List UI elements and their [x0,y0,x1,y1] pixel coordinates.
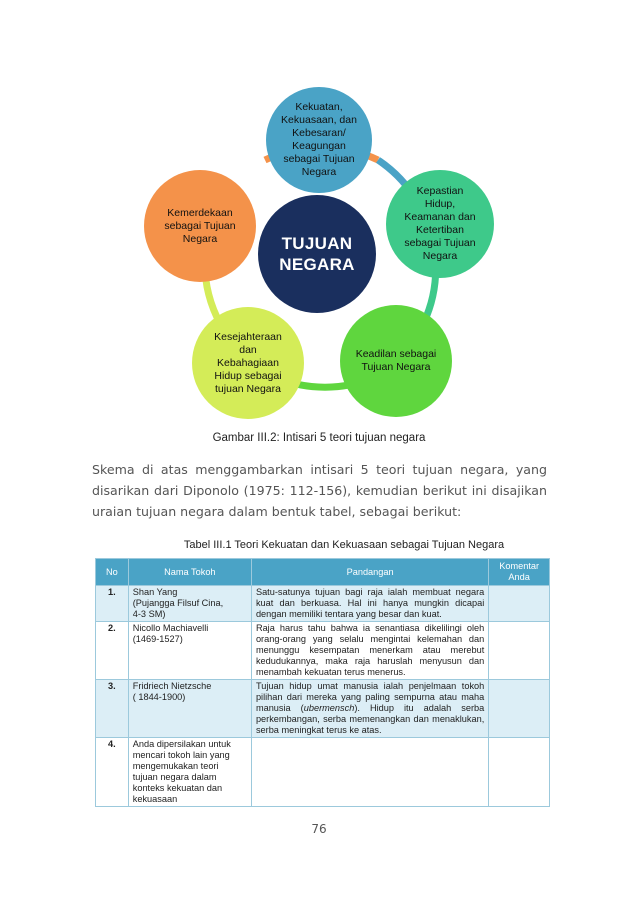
node-kepastian-hidup [386,170,494,278]
table-header-row [96,559,550,586]
row-nama: Anda dipersilakan untuk mencari tokoh lain yang mengemukakan teori tujuan negara dalam konteks kekuatan dan kekuasaan [128,738,251,807]
row-komentar-cell[interactable] [489,738,550,807]
row-komentar-cell[interactable] [489,680,550,738]
header-nama-tokoh: Nama Tokoh [128,559,251,586]
header-no: No [96,559,129,586]
table-row [96,680,550,738]
header-komentar: Komentar Anda [489,559,550,586]
node-kekuatan [266,87,372,193]
pandangan-text-emphasis: ubermensch [303,703,355,713]
row-pandangan-cell[interactable] [251,738,488,807]
row-komentar-cell[interactable] [489,586,550,622]
body-paragraph: Skema di atas menggambarkan intisari 5 teori tujuan negara, yang disarikan dari Diponolo (1975: 112-156), kemudian berikut ini disajikan uraian tujuan negara dalam bentuk tabel, sebagai berikut: [92,462,547,519]
row-no: 3. [96,680,129,738]
row-nama: Shan Yang (Pujangga Filsuf Cina, 4-3 SM) [128,586,251,622]
row-pandangan: Raja harus tahu bahwa ia senantiasa dikelilingi oleh orang-orang yang selalu mengintai kelemahan dan menunggu kesempatan menerkam atau merebut kedudukannya, maka raja haruslah menyusun dan menambah kekuatan terus menerus. [251,622,488,680]
row-pandangan [251,680,488,738]
node-kesejahteraan-label: Kesejahteraan dan Kebahagiaan Hidup sebagai tujuan Negara [214,330,282,395]
header-pandangan: Pandangan [251,559,488,586]
pandangan-text-pre: Tujuan hidup umat manusia ialah penjelmaan tokoh pilihan dari mereka yang paling sempurna atau maha manusia ( [255,681,485,713]
figure-caption: Gambar III.2: Intisari 5 teori tujuan negara [212,432,426,444]
row-komentar-cell[interactable] [489,622,550,680]
node-kesejahteraan [192,307,304,419]
pandangan-text-post: ). Hidup itu adalah serba perkembangan, serba memenangkan dan menaklukan, serba meningkat terus ke atas. [255,703,485,735]
row-no: 4. [96,738,129,807]
row-no: 2. [96,622,129,680]
center-node [258,195,376,313]
node-keadilan-label: Keadilan sebagai Tujuan Negara [355,348,437,373]
table-row [96,586,550,622]
node-keadilan [340,305,452,417]
table-row [96,738,550,807]
row-no: 1. [96,586,129,622]
page-number: 76 [311,822,327,836]
row-nama: Nicollo Machiavelli (1469-1527) [128,622,251,680]
row-nama: Fridriech Nietzsche ( 1844-1900) [128,680,251,738]
tujuan-negara-diagram [130,85,510,430]
table-title: Tabel III.1 Teori Kekuatan dan Kekuasaan sebagai Tujuan Negara [183,539,505,551]
center-node-label: TUJUAN NEGARA [279,234,355,274]
row-pandangan: Satu-satunya tujuan bagi raja ialah membuat negara kuat dan berkuasa. Hal ini hanya mungkin dicapai dengan memiliki tentara yang besar dan kuat. [251,586,488,622]
table-row [96,622,550,680]
node-kemerdekaan [144,170,256,282]
node-kemerdekaan-label: Kemerdekaan sebagai Tujuan Negara [164,206,236,245]
node-kekuatan-label: Kekuatan, Kekuasaan, dan Kebesaran/ Keagungan sebagai Tujuan Negara [281,101,357,178]
teori-table [95,558,550,807]
node-kepastian-hidup-label: Kepastian Hidup, Keamanan dan Ketertiban sebagai Tujuan Negara [404,185,476,262]
